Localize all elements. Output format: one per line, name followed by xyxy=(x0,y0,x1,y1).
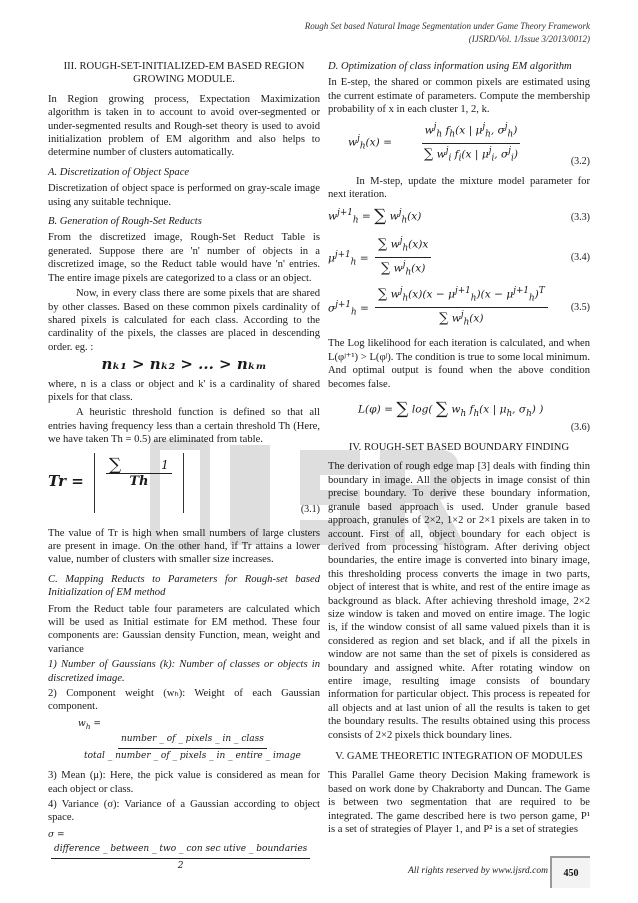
subsection-a-heading: A. Discretization of Object Space xyxy=(48,166,190,178)
subsection-d-para-1: In E-step, the shared or common pixels are estimated using the current estimate of parameters. Compute the membership probability of x in each cluster 1, 2, k. xyxy=(328,77,590,116)
parameter-weight: 2) Component weight (wₕ): Weight of each Gaussian component. xyxy=(48,688,320,713)
variance-equation-numerator: difference _ between _ two _ con sec utive _ boundaries xyxy=(51,843,310,858)
equation-3-2: $w^j_h(x)$ = $w^j_h$ $f_h(x$ | $\mu^j_h$, $\sigma^j_h$) ∑ $w^j_i$ $f_i(x$ | $\mu^j_i$, $\sigma^j_i$) (3.2) xyxy=(348,121,590,167)
section-3-heading: III. ROUGH-SET-INITIALIZED-EM BASED REGION GROWING MODULE. xyxy=(63,61,305,86)
subsection-c-para-1: From the Reduct table four parameters are calculated which will be used as Initial estimate for EM method. These four components are: Gaussian density Function, mean, weight and variance xyxy=(48,603,320,655)
weight-equation: $w_h$ = $\frac{\text{number \_ of \_ pixels \_ in \_ class}}{\text{total \_ number \_ of \_ pixels \_ in \_ entire \_ image}}$ xyxy=(48,718,320,763)
parameter-gaussians: 1) Number of Gaussians (k): Number of classes or objects in discretized image. xyxy=(48,659,320,684)
tr-fraction: $\frac{\sum 1}{Th}$ xyxy=(106,459,172,489)
subsection-b-para-5: The value of Tr is high when small numbers of large clusters are present in image. On the other hand, if Tr attains a lower value, number of clusters with smaller size increases. xyxy=(48,527,320,566)
right-column xyxy=(328,60,590,838)
running-header-title: Rough Set based Natural Image Segmentation under Game Theory Framework xyxy=(304,21,590,31)
running-header xyxy=(305,20,590,46)
equation-3-5: $\sigma^{j+1}_h$ = ∑ $w^j_h(x)(x - \mu^{j+1}_h)(x - \mu^{j+1}_h)^T$ ∑ $w^j_h(x)$ (3.5) xyxy=(328,286,590,329)
tr-symbol: Tr = xyxy=(48,471,84,490)
equation-3-1-number: (3.1) xyxy=(300,503,320,515)
subsection-c-heading: C. Mapping Reducts to Parameters for Rough-set based Initialization of EM method xyxy=(48,573,320,599)
subsection-b-para-1: From the discretized image, Rough-Set Reduct Table is generated. Suppose there are 'n' number of objects in a discretized image, so the Reduct table would have 'n' entries. The entire image pixels are categorized to a class or an object. xyxy=(48,232,320,284)
subsection-d-para-2: In M-step, update the mixture model parameter for next iteration. xyxy=(328,175,590,201)
subsection-b-para-2: Now, in every class there are some pixels that are shared by other classes. Based on these common pixels cardinality of shared pixels is calculated for each class. According to the cardinality of the pixels, the classes are placed in descending order. eg. : xyxy=(48,288,320,353)
subsection-d-heading: D. Optimization of class information using EM algorithm xyxy=(328,61,572,72)
subsection-b-para-4: A heuristic threshold function is defined so that all entries having frequency less than a certain threshold Th (Here, we have taken Th = 0.5) are eliminated from table. xyxy=(48,407,320,446)
equation-3-3: $w^{j+1}_h$ = ∑ $w^j_h(x)$ (3.3) xyxy=(328,206,590,227)
equation-3-6: L(φ) = ∑ log( ∑ $w_h$ $f_h(x$ | $\mu_h$, $\sigma_h$) ) (3.6) xyxy=(358,399,590,434)
variance-equation: σ = $\frac{\text{difference \_ between \_ two \_ con sec utive \_ boundaries}}{2}$ xyxy=(48,829,320,873)
section-4-text: The derivation of rough edge map [3] deals with finding thin boundary in image. All the objects in image consist of thin precise boundary. To derive these boundary information, granule based approach is used. Under granule based approach, granules of 2×2, 1×2 or 2×1 pixels are taken in to account. First of all, object boundary for each object is derived from processing histogram. After deriving object boundaries, the entire image is converted into binary image, this thresholding process converts the image in two parts, object of interest that is white, and rest of the entire image as background as black. After achieving threshold image, 2×2 size window is taken and moved on entire image. The logic is, if the window consist of all same valued pixels than it is considered as region and set black, and if all the pixels in window are not same than the set of pixels is considered as boundary and assigned white. After rotating window on entire image, resulting image consists of boundary information for particular object. This process is repeated for all objects and at last union of all the results is taken to get the boundary results. The results obtained using this process consists of 2×2 pixels thick boundary lines. xyxy=(328,461,590,741)
subsection-a-text: Discretization of object space is performed on gray-scale image using any suitable technique. xyxy=(48,183,320,208)
footer-copyright: All rights reserved by www.ijsrd.com xyxy=(407,866,548,876)
equation-3-5-number: (3.5) xyxy=(570,302,590,314)
equation-3-6-number: (3.6) xyxy=(570,422,590,434)
equation-3-4: $\mu^{j+1}_h$ = ∑ $w^j_h(x)x$ ∑ $w^j_h(x)$ (3.4) xyxy=(328,236,590,279)
subsection-b-heading: B. Generation of Rough-Set Reducts xyxy=(48,216,202,228)
equation-3-3-number: (3.3) xyxy=(570,212,590,224)
variance-equation-denominator: 2 xyxy=(177,860,184,871)
tr-fraction-box xyxy=(94,453,184,513)
section-5-heading: V. GAME THEORETIC INTEGRATION OF MODULES xyxy=(335,751,583,762)
equation-3-1 xyxy=(48,451,320,521)
parameter-variance: 4) Variance (σ): Variance of a Gaussian according to object space. xyxy=(48,798,320,824)
running-header-issue: (IJSRD/Vol. 1/Issue 3/2013/0012) xyxy=(468,34,590,44)
weight-equation-numerator: number _ of _ pixels _ in _ class xyxy=(118,733,267,748)
subsection-b-para-3: where, n is a class or object and k' is a cardinality of shared pixels for that class. xyxy=(48,378,320,403)
page-number-badge: 450 xyxy=(550,856,590,888)
subsection-d-para-3: The Log likelihood for each iteration is calculated, and when L(φʲ⁺¹) > L(φʲ). The condition is true to some local minimum. And optimal output is found when the above condition becomes false. xyxy=(328,338,590,390)
ordering-equation: nₖ₁ > nₖ₂ > ... > nₖₘ xyxy=(101,355,267,374)
left-column xyxy=(48,60,320,879)
weight-equation-denominator: total _ number _ of _ pixels _ in _ entire _ image xyxy=(84,750,301,761)
section-5-text: This Parallel Game theory Decision Making framework is based on work done by Chakraborty and Duncan. The Game is between two segmentation that are required to be integrated. The game described here is two person game, P¹ is a set of strategies of Player 1, and P² is a set of strategies xyxy=(328,770,590,836)
equation-3-2-number: (3.2) xyxy=(570,155,590,167)
parameter-mean: 3) Mean (μ): Here, the pick value is considered as mean for each object or class. xyxy=(48,770,320,795)
section-4-heading: IV. ROUGH-SET BASED BOUNDARY FINDING xyxy=(348,442,570,454)
section-3-intro: In Region growing process, Expectation Maximization algorithm is taken in to account to avoid over-segmented or under-segmented results and Rough-set theory is used to avoid initialization problem of EM algorithm and also helps to determine number of clusters automatically. xyxy=(48,93,320,159)
equation-3-4-number: (3.4) xyxy=(570,252,590,264)
